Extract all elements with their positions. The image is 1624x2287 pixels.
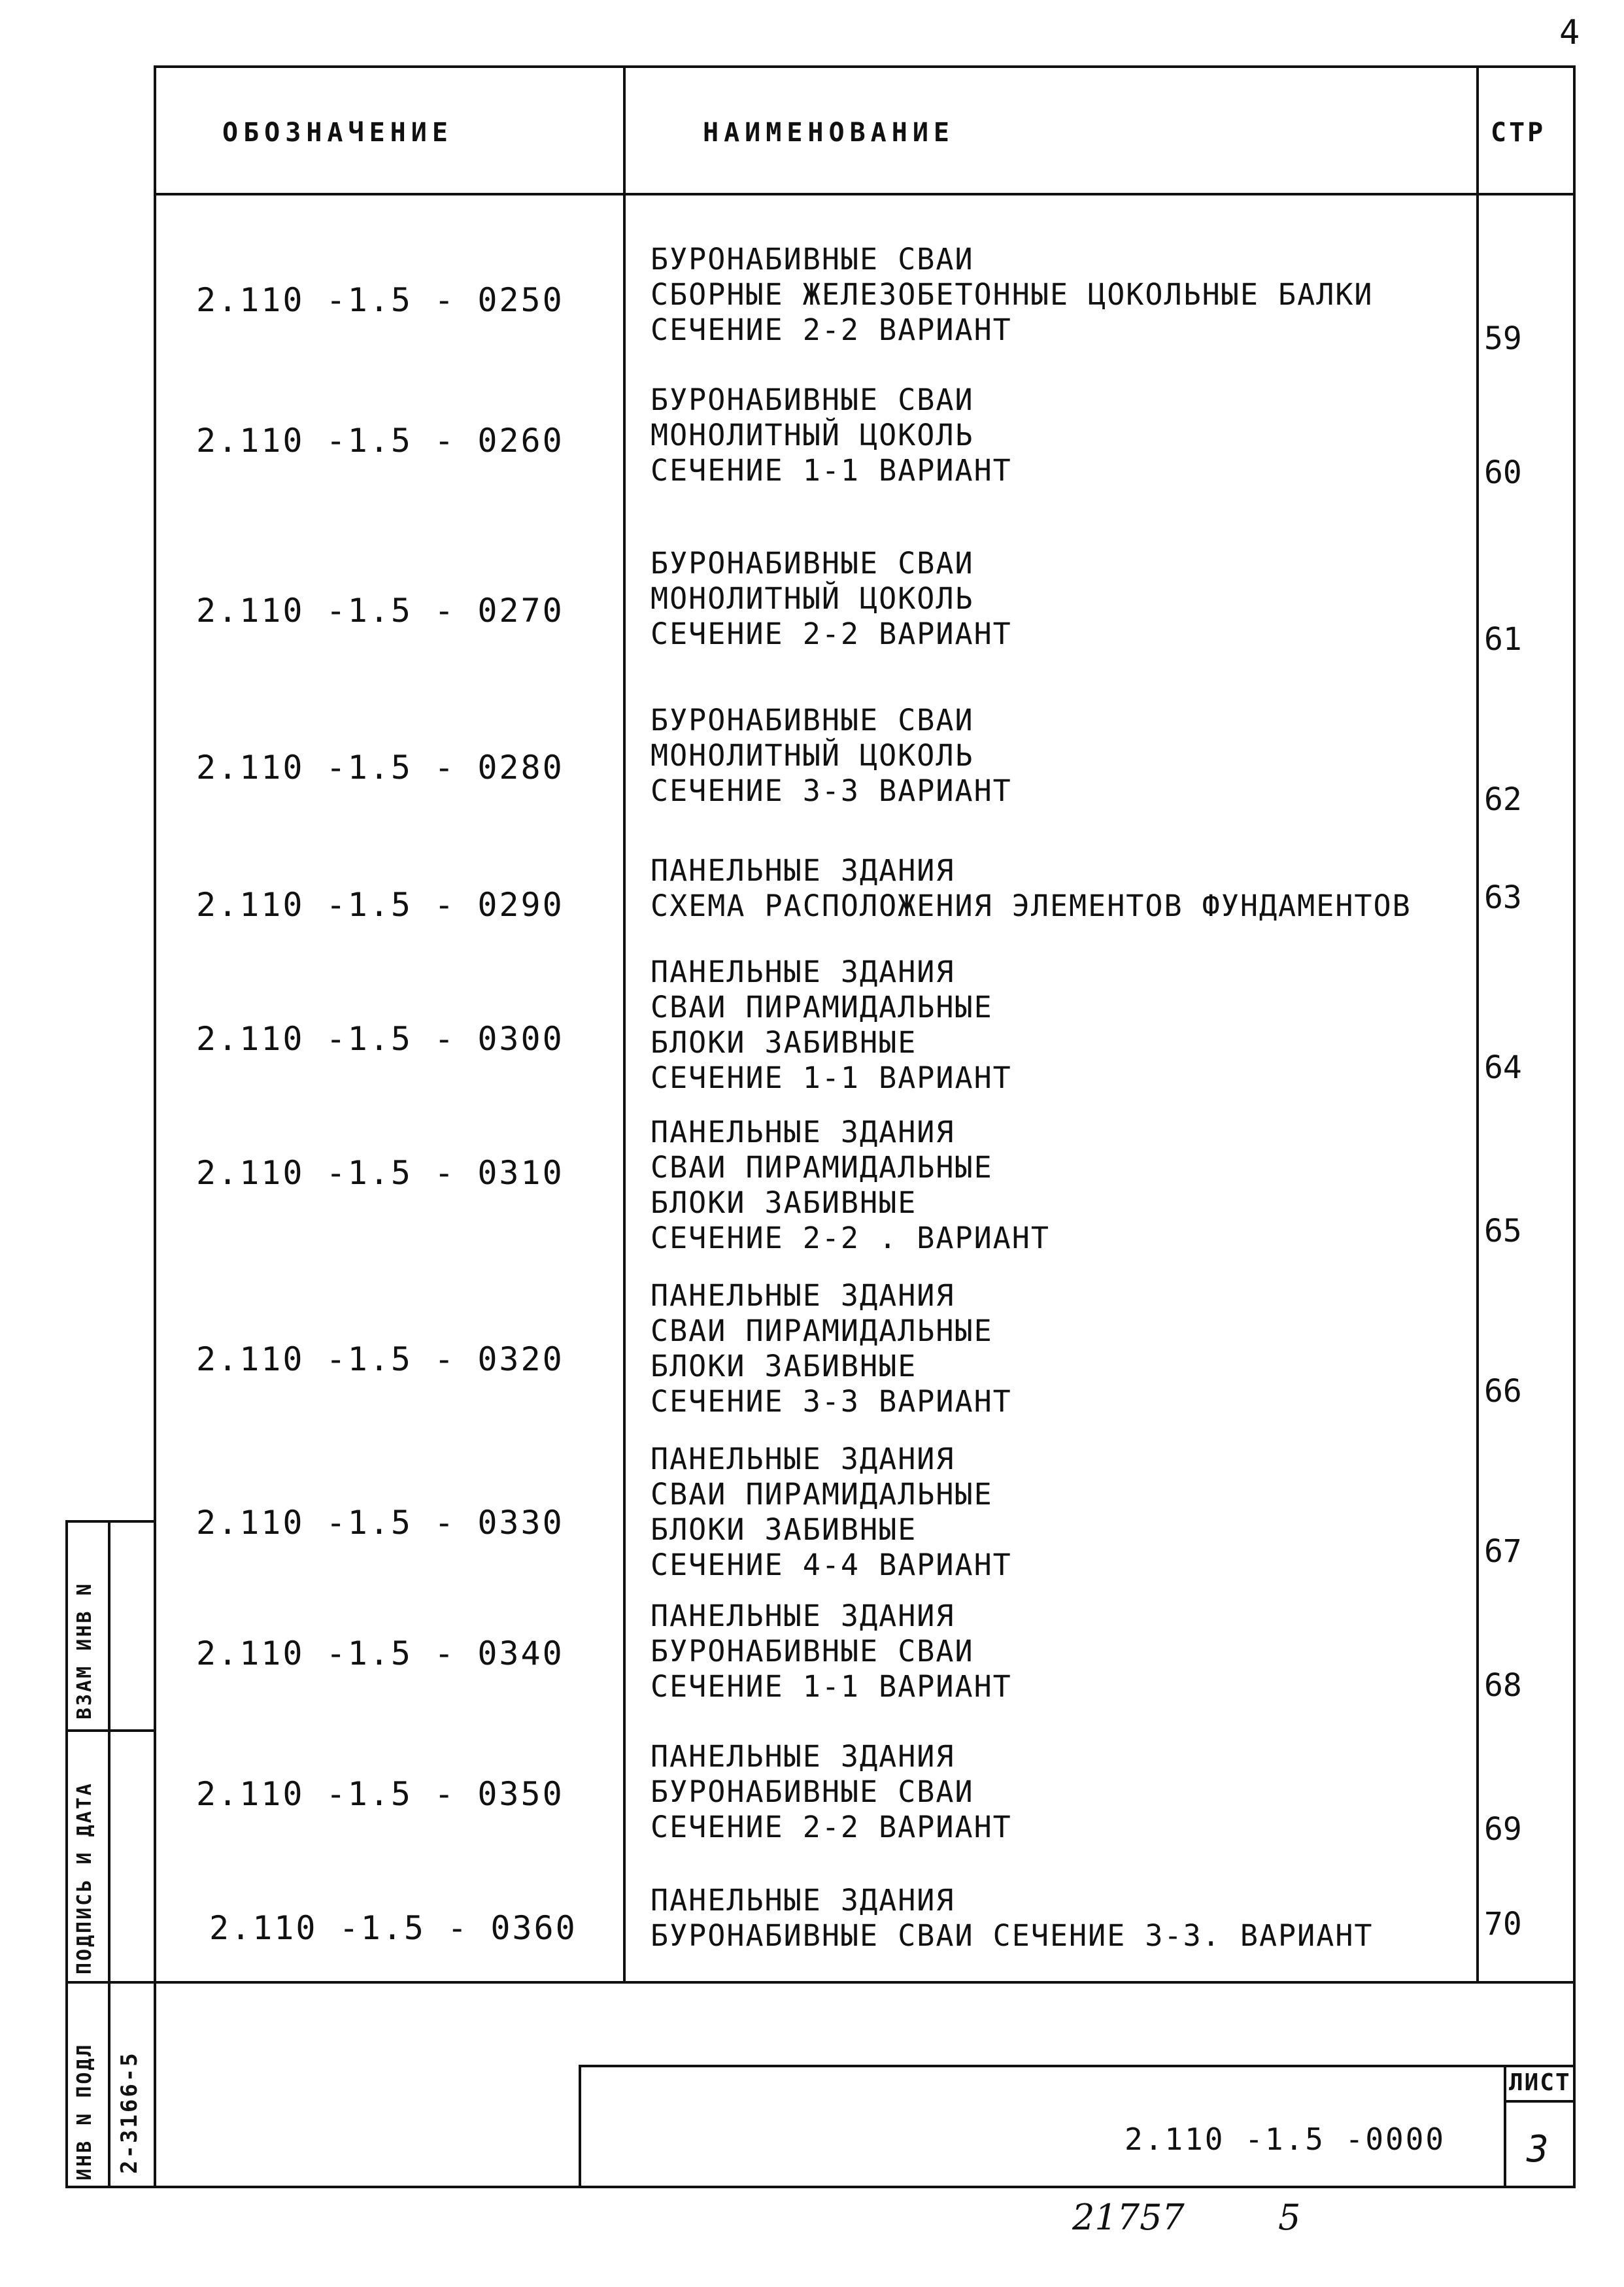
row-code: 2.110 -1.5 - 0360 xyxy=(209,1909,577,1947)
footer-suffix: 5 xyxy=(1278,2197,1301,2238)
document-code: 2.110 -1.5 -0000 xyxy=(1125,2122,1446,2157)
row-name xyxy=(651,1883,1468,1954)
row-name-line: СЕЧЕНИЕ 4-4 ВАРИАНТ xyxy=(651,1548,1012,1582)
row-name xyxy=(651,955,1468,1096)
row-name xyxy=(651,703,1468,809)
sheet-label-divider xyxy=(1504,2100,1576,2103)
row-name-line: БУРОНАБИВНЫЕ СВАИ xyxy=(651,242,974,277)
row-name-line: СЕЧЕНИЕ 2-2 ВАРИАНТ xyxy=(651,617,1012,651)
frame-left xyxy=(154,65,156,2188)
sheet-label: ЛИСТ xyxy=(1509,2069,1571,2096)
row-code: 2.110 -1.5 - 0330 xyxy=(196,1504,564,1542)
header-bottom-line xyxy=(154,193,1576,195)
row-name xyxy=(651,242,1468,348)
row-name-line: БЛОКИ ЗАБИВНЫЕ xyxy=(651,1349,917,1383)
row-name-line: МОНОЛИТНЫЙ ЦОКОЛЬ xyxy=(651,418,974,452)
row-page: 59 xyxy=(1484,320,1522,357)
row-page: 62 xyxy=(1484,781,1522,818)
row-name-line: СВАИ ПИРАМИДАЛЬНЫЕ xyxy=(651,990,993,1025)
row-name-line: СЕЧЕНИЕ 1-1 ВАРИАНТ xyxy=(651,1669,1012,1704)
row-name xyxy=(651,1739,1468,1845)
row-name-line: МОНОЛИТНЫЙ ЦОКОЛЬ xyxy=(651,738,974,773)
row-name-line: СБОРНЫЕ ЖЕЛЕЗОБЕТОННЫЕ ЦОКОЛЬНЫЕ БАЛКИ xyxy=(651,277,1374,312)
row-page: 65 xyxy=(1484,1213,1522,1249)
row-code: 2.110 -1.5 - 0310 xyxy=(196,1154,564,1192)
row-name-line: СЕЧЕНИЕ 1-1 ВАРИАНТ xyxy=(651,1060,1012,1095)
podpis-label: ПОДПИСЬ И ДАТА xyxy=(73,1782,96,1974)
row-code: 2.110 -1.5 - 0340 xyxy=(196,1635,564,1672)
row-name-line: ПАНЕЛЬНЫЕ ЗДАНИЯ xyxy=(651,1883,955,1918)
title-block-top xyxy=(579,2065,1576,2067)
table-bottom-line xyxy=(154,1981,1576,1984)
inv-podl-label: ИНВ N ПОДЛ xyxy=(73,2042,96,2180)
row-page: 61 xyxy=(1484,621,1522,658)
row-name-line: БУРОНАБИВНЫЕ СВАИ xyxy=(651,1774,974,1809)
row-code: 2.110 -1.5 - 0260 xyxy=(196,422,564,460)
row-page: 67 xyxy=(1484,1533,1522,1570)
side-stamp-inner xyxy=(108,1520,110,2188)
row-code: 2.110 -1.5 - 0300 xyxy=(196,1020,564,1058)
row-page: 60 xyxy=(1484,454,1522,491)
side-stamp-outer xyxy=(65,1520,68,2188)
row-name-line: ПАНЕЛЬНЫЕ ЗДАНИЯ xyxy=(651,1599,955,1633)
row-name-line: ПАНЕЛЬНЫЕ ЗДАНИЯ xyxy=(651,1278,955,1313)
row-name-line: СЕЧЕНИЕ 3-3 ВАРИАНТ xyxy=(651,1384,1012,1419)
row-name-line: МОНОЛИТНЫЙ ЦОКОЛЬ xyxy=(651,581,974,616)
row-name-line: СЕЧЕНИЕ 1-1 ВАРИАНТ xyxy=(651,453,1012,488)
frame-bottom xyxy=(65,2186,1576,2188)
row-name xyxy=(651,1599,1468,1704)
row-page: 68 xyxy=(1484,1667,1522,1704)
row-name-line: БУРОНАБИВНЫЕ СВАИ xyxy=(651,382,974,417)
row-name-line: СЕЧЕНИЕ 2-2 ВАРИАНТ xyxy=(651,1810,1012,1844)
row-page: 69 xyxy=(1484,1811,1522,1848)
row-name-line: СЕЧЕНИЕ 3-3 ВАРИАНТ xyxy=(651,773,1012,808)
row-code: 2.110 -1.5 - 0290 xyxy=(196,886,564,924)
row-name-line: БУРОНАБИВНЫЕ СВАИ xyxy=(651,1634,974,1669)
column-divider-1 xyxy=(623,65,626,1984)
row-name-line: ПАНЕЛЬНЫЕ ЗДАНИЯ xyxy=(651,1115,955,1149)
row-code: 2.110 -1.5 - 0250 xyxy=(196,281,564,319)
row-page: 66 xyxy=(1484,1373,1522,1410)
sheet-corner-number: 4 xyxy=(1559,13,1580,52)
row-name-line: ПАНЕЛЬНЫЕ ЗДАНИЯ xyxy=(651,853,955,888)
row-name xyxy=(651,1115,1468,1256)
row-name-line: СЕЧЕНИЕ 2-2 . ВАРИАНТ xyxy=(651,1221,1050,1255)
row-name-line: СХЕМА РАСПОЛОЖЕНИЯ ЭЛЕМЕНТОВ ФУНДАМЕНТОВ xyxy=(651,889,1412,923)
row-name xyxy=(651,546,1468,652)
row-name-line: ПАНЕЛЬНЫЕ ЗДАНИЯ xyxy=(651,955,955,989)
row-name xyxy=(651,1278,1468,1419)
row-code: 2.110 -1.5 - 0270 xyxy=(196,592,564,630)
row-name xyxy=(651,853,1468,924)
inv-podl-value: 2-3166-5 xyxy=(116,2051,143,2174)
row-code: 2.110 -1.5 - 0320 xyxy=(196,1340,564,1378)
row-page: 63 xyxy=(1484,879,1522,916)
row-name-line: СЕЧЕНИЕ 2-2 ВАРИАНТ xyxy=(651,313,1012,347)
row-name-line: БЛОКИ ЗАБИВНЫЕ xyxy=(651,1185,917,1220)
header-name: НАИМЕНОВАНИЕ xyxy=(703,118,955,148)
row-page: 70 xyxy=(1484,1906,1522,1942)
row-name-line: ПАНЕЛЬНЫЕ ЗДАНИЯ xyxy=(651,1739,955,1774)
row-name-line: БЛОКИ ЗАБИВНЫЕ xyxy=(651,1025,917,1060)
title-block-left xyxy=(579,2065,581,2188)
row-name-line: БУРОНАБИВНЫЕ СВАИ xyxy=(651,703,974,737)
column-divider-2 xyxy=(1476,65,1479,1984)
frame-top xyxy=(154,65,1576,68)
vzam-label: ВЗАМ ИНВ N xyxy=(73,1582,96,1719)
row-name xyxy=(651,382,1468,488)
row-name-line: СВАИ ПИРАМИДАЛЬНЫЕ xyxy=(651,1477,993,1512)
frame-right xyxy=(1573,65,1576,2188)
row-name xyxy=(651,1442,1468,1583)
row-page: 64 xyxy=(1484,1049,1522,1086)
row-name-line: БУРОНАБИВНЫЕ СВАИ СЕЧЕНИЕ 3-3. ВАРИАНТ xyxy=(651,1918,1374,1953)
row-name-line: БУРОНАБИВНЫЕ СВАИ xyxy=(651,546,974,581)
footer-number: 21757 xyxy=(1072,2197,1185,2238)
sheet-number: 3 xyxy=(1527,2128,1549,2171)
row-name-line: ПАНЕЛЬНЫЕ ЗДАНИЯ xyxy=(651,1442,955,1476)
row-code: 2.110 -1.5 - 0350 xyxy=(196,1775,564,1813)
row-name-line: СВАИ ПИРАМИДАЛЬНЫЕ xyxy=(651,1313,993,1348)
header-designation: ОБОЗНАЧЕНИЕ xyxy=(222,118,453,148)
sheet-cell-left xyxy=(1504,2065,1506,2188)
header-page: СТР xyxy=(1491,118,1546,148)
row-name-line: БЛОКИ ЗАБИВНЫЕ xyxy=(651,1512,917,1547)
row-name-line: СВАИ ПИРАМИДАЛЬНЫЕ xyxy=(651,1150,993,1185)
row-code: 2.110 -1.5 - 0280 xyxy=(196,749,564,787)
